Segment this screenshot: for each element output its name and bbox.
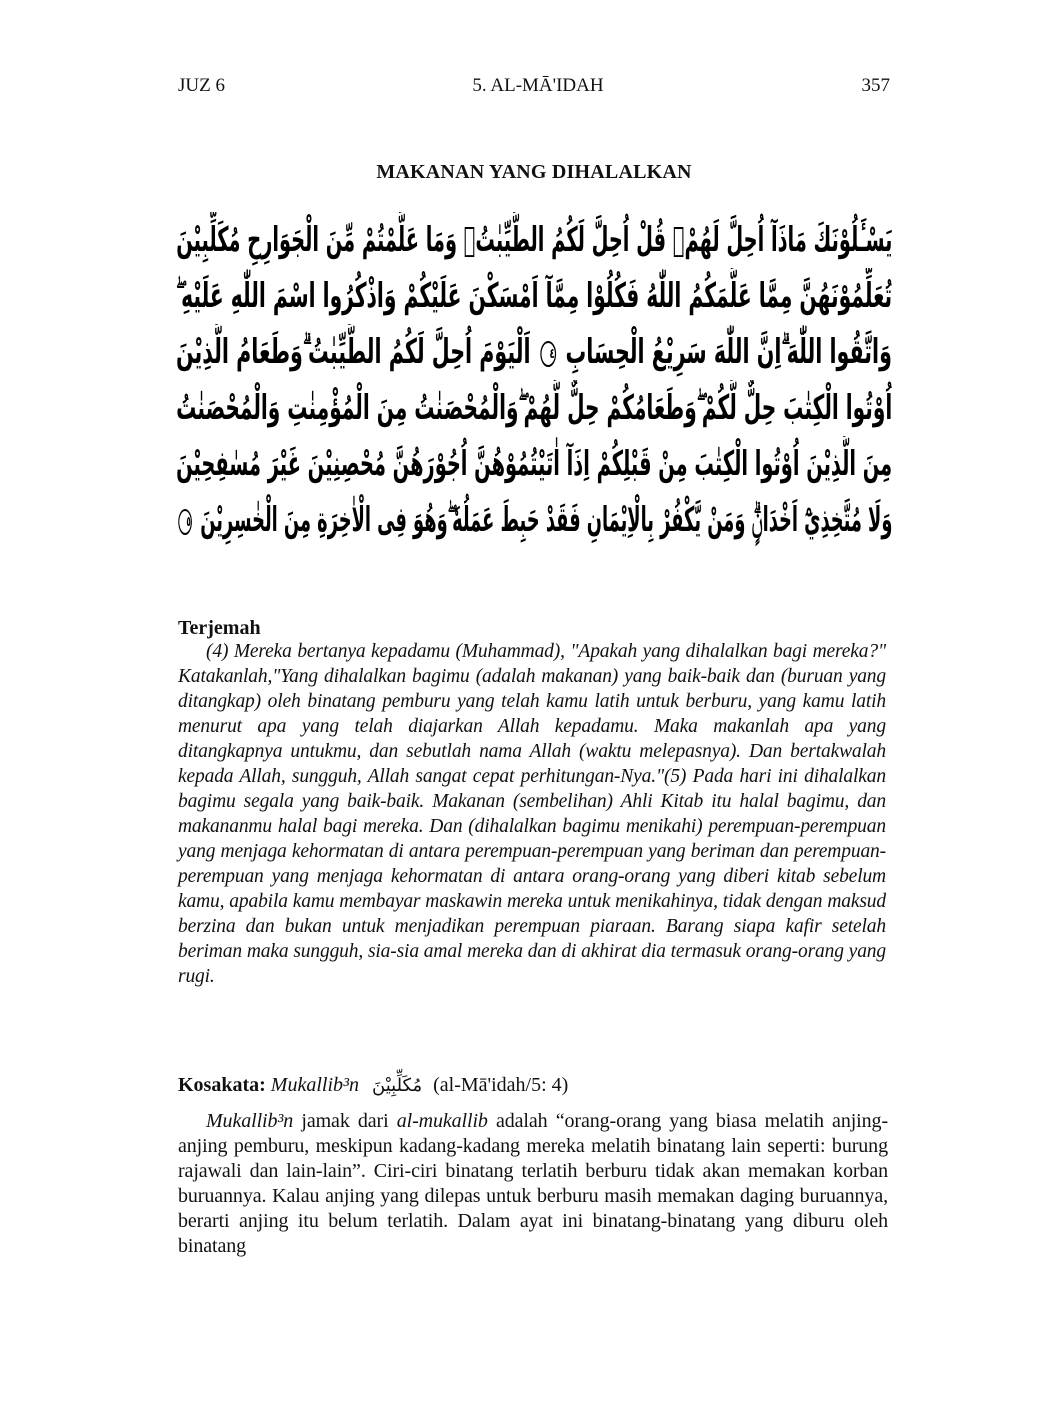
vocabulary-reference: (al-Mā'idah/5: 4) bbox=[433, 1074, 569, 1096]
translation-text: (4) Mereka bertanya kepadamu (Muhammad), "Apakah yang dihalalkan bagi mereka?" Katakanlah,"Yang dihalalkan bagimu (adalah makanan) yang baik-baik dan (buruan yang ditangkap) oleh binatang pemburu yang telah kamu latih untuk berburu, yang kamu latih menurut apa yang telah diajarkan Allah kepadamu. Maka makanlah apa yang ditangkapnya untukmu, dan sebutlah nama Allah (waktu melepasnya). Dan bertakwalah kepada Allah, sungguh, Allah sangat cepat perhitungan-Nya."(5) Pada hari ini dihalalkan bagimu segala yang baik-baik. Makanan (sembelihan) Ahli Kitab itu halal bagimu, dan makananmu halal bagi mereka. Dan (dihalalkan bagimu menikahi) perempuan-perempuan yang menjaga kehormatan di antara perempuan-perempuan yang beriman dan perempuan-perempuan yang menjaga kehormatan di antara orang-orang yang diberi kitab sebelum kamu, apabila kamu membayar maskawin mereka untuk menikahinya, tidak dengan maksud berzina dan bukan untuk menjadikan perempuan piaraan. Barang siapa kafir setelah beriman maka sungguh, sia-sia amal mereka dan di akhirat dia termasuk orang-orang yang rugi. bbox=[178, 641, 886, 987]
arabic-verse-line bbox=[176, 436, 892, 492]
arabic-verse-line bbox=[176, 324, 892, 380]
arabic-text: اُوْتُوا الْكِتٰبَ حِلٌّ لَّكُمْ ۖوَطَعَامُكُمْ حِلٌّ لَّهُمْ ۖوَالْمُحْصَنٰتُ مِنَ الْمُؤْمِنٰتِ وَالْمُحْصَنٰتُ bbox=[176, 388, 892, 428]
arabic-verse-line bbox=[176, 268, 892, 324]
explanation-text: adalah “orang-orang yang biasa melatih anjing-anjing pemburu, meskipun kadang-kadang mereka melatih binatang lain seperti: burung rajawali dan lain-lain”. Ciri-ciri binatang terlatih berburu tidak akan memakan korban buruannya. Kalau anjing yang dilepas untuk berburu masih memakan daging buruannya, berarti anjing itu belum terlatih. Dalam ayat ini binatang-binatang yang diburu oleh binatang bbox=[178, 1110, 888, 1257]
vocabulary-label: Kosakata: bbox=[178, 1074, 266, 1096]
running-header bbox=[178, 74, 890, 98]
arabic-verse-line bbox=[176, 380, 892, 436]
arabic-verse-block bbox=[176, 212, 892, 548]
arabic-text: وَاتَّقُوا اللّٰهَ ۗاِنَّ اللّٰهَ سَرِيْعُ الْحِسَابِ bbox=[565, 332, 892, 372]
translation-heading: Terjemah bbox=[178, 617, 261, 639]
arabic-verse-line bbox=[176, 492, 892, 548]
arabic-text: اَلْيَوْمَ اُحِلَّ لَكُمُ الطَّيِّبٰتُ ۗوَطَعَامُ الَّذِيْنَ bbox=[176, 332, 531, 372]
arabic-text: تُعَلِّمُوْنَهُنَّ مِمَّا عَلَّمَكُمُ اللّٰهُ فَكُلُوْا مِمَّآ اَمْسَكْنَ عَلَيْكُمْ وَاذْكُرُوا اسْمَ اللّٰهِ عَلَيْهِ ۖ bbox=[176, 276, 892, 316]
ayah-end-marker-5: ٥ bbox=[178, 509, 192, 535]
juz-label: JUZ 6 bbox=[178, 75, 225, 96]
explanation-text: jamak dari bbox=[293, 1110, 397, 1132]
vocabulary-heading bbox=[178, 1071, 890, 1100]
arabic-text: يَسْـَٔلُوْنَكَ مَاذَآ اُحِلَّ لَهُمْۗ قُلْ اُحِلَّ لَكُمُ الطَّيِّبٰتُۙ وَمَا عَلَّمْتُمْ مِّنَ الْجَوَارِحِ مُكَلِّبِيْنَ bbox=[176, 220, 892, 260]
page-number: 357 bbox=[861, 75, 890, 96]
vocabulary-singular-term: al-mukallib bbox=[396, 1110, 488, 1132]
vocabulary-explanation bbox=[178, 1109, 888, 1259]
vocabulary-arabic-term: مُكَلِّبِيْنَ bbox=[372, 1075, 423, 1096]
ayah-end-marker-4: ٤ bbox=[540, 341, 556, 367]
arabic-text: مِنَ الَّذِيْنَ اُوْتُوا الْكِتٰبَ مِنْ قَبْلِكُمْ اِذَآ اٰتَيْتُمُوْهُنَّ اُجُوْرَهُنَّ مُحْصِنِيْنَ غَيْرَ مُسٰفِحِيْنَ bbox=[176, 444, 892, 484]
arabic-text: وَلَا مُتَّخِذِيْٓ اَخْدَانٍۗ وَمَنْ يَّكْفُرْ بِالْاِيْمَانِ فَقَدْ حَبِطَ عَمَلُهٗ ۖوَهُوَ فِى الْاٰخِرَةِ مِنَ الْخٰسِرِيْنَ bbox=[199, 500, 892, 540]
section-title: MAKANAN YANG DIHALALKAN bbox=[376, 161, 692, 183]
vocabulary-term-inline: Mukallib³n bbox=[206, 1110, 294, 1132]
surah-title: 5. AL-MĀ'IDAH bbox=[472, 75, 604, 96]
arabic-verse-line bbox=[176, 212, 892, 268]
vocabulary-term: Mukallib³n bbox=[270, 1074, 359, 1096]
